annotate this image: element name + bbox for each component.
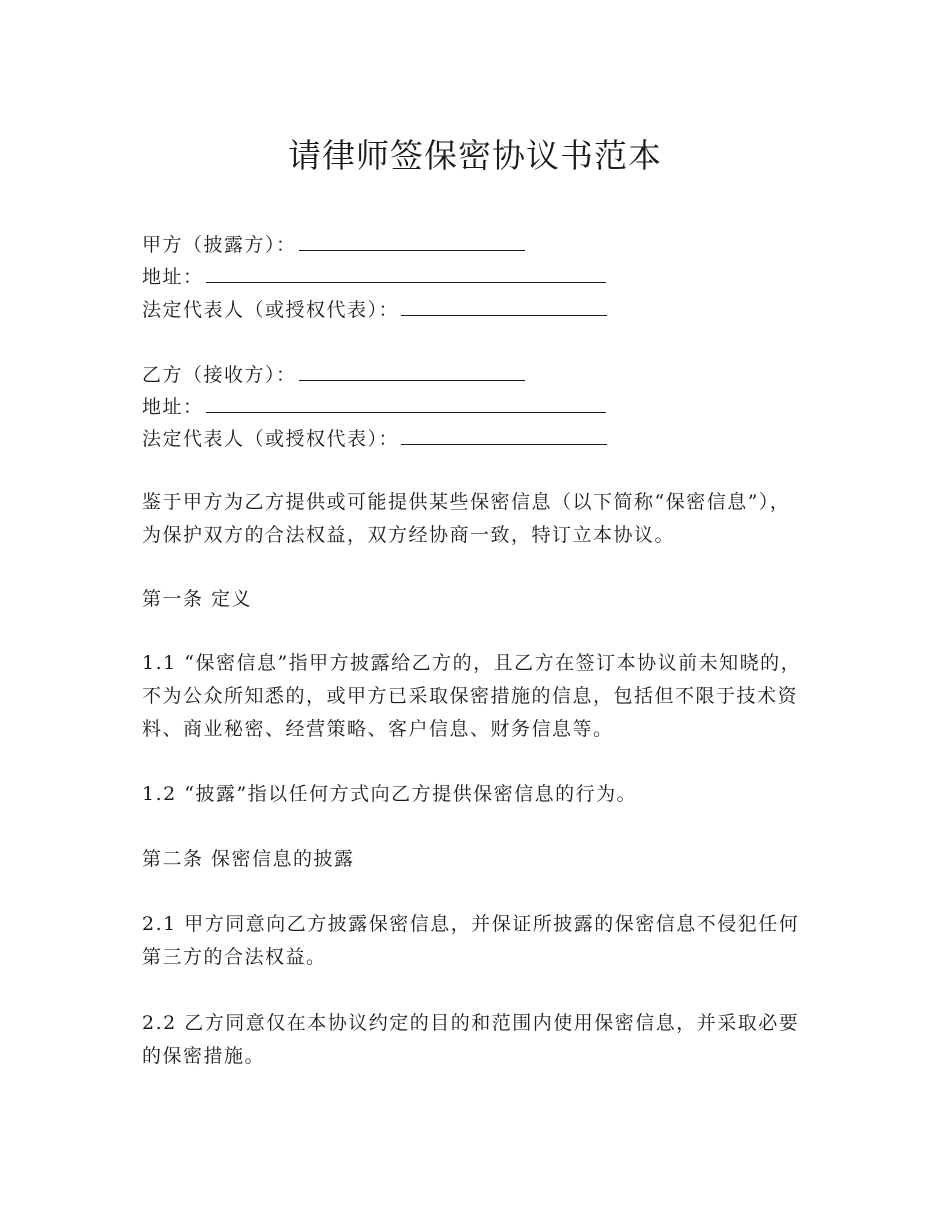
party-a-rep-label: 法定代表人（或授权代表）： <box>142 299 400 321</box>
clause-1-1: 1.1 “保密信息”指甲方披露给乙方的，且乙方在签订本协议前未知晓的，不为公众所知悉的，或甲方已采取保密措施的信息，包括但不限于技术资料、商业秘密、经营策略、客户信息、财务信息等。 <box>142 652 802 740</box>
article-2-heading: 第二条 保密信息的披露 <box>142 848 355 870</box>
party-b-rep-label: 法定代表人（或授权代表）： <box>142 428 400 450</box>
clause-2-1: 2.1 甲方同意向乙方披露保密信息，并保证所披露的保密信息不侵犯任何第三方的合法权益。 <box>142 913 800 968</box>
party-a-rep-blank[interactable] <box>401 295 607 316</box>
party-b-rep-line <box>142 424 607 452</box>
party-b-address-blank[interactable] <box>206 392 606 413</box>
party-b-name-label: 乙方（接收方）： <box>142 364 297 386</box>
clause-1-2: 1.2 “披露”指以任何方式向乙方提供保密信息的行为。 <box>142 783 638 805</box>
party-a-address-line <box>142 262 606 290</box>
party-b-name-blank[interactable] <box>299 360 525 381</box>
article-1-heading: 第一条 定义 <box>142 588 253 610</box>
clause-2-2: 2.2 乙方同意仅在本协议约定的目的和范围内使用保密信息，并采取必要的保密措施。 <box>142 1012 800 1067</box>
party-b-address-label: 地址： <box>142 396 204 418</box>
party-b-rep-blank[interactable] <box>401 424 607 445</box>
document-title: 请律师签保密协议书范本 <box>288 136 662 175</box>
party-a-name-blank[interactable] <box>299 230 525 251</box>
party-a-name-line <box>142 230 525 258</box>
party-b-name-line <box>142 360 525 388</box>
preamble-paragraph: 鉴于甲方为乙方提供或可能提供某些保密信息（以下简称“保密信息”），为保护双方的合法权益，双方经协商一致，特订立本协议。 <box>142 491 791 546</box>
party-a-rep-line <box>142 295 607 323</box>
party-a-name-label: 甲方（披露方）： <box>142 234 297 256</box>
party-a-address-label: 地址： <box>142 266 204 288</box>
party-b-address-line <box>142 392 606 420</box>
party-a-address-blank[interactable] <box>206 262 606 283</box>
